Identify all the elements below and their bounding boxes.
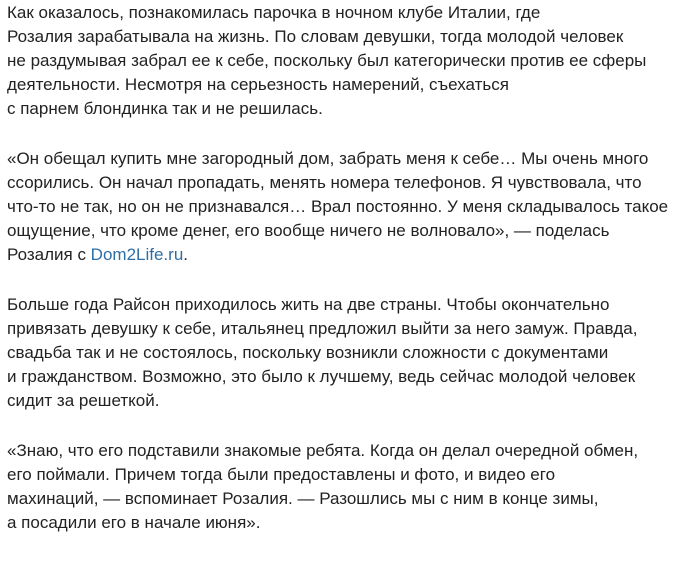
text-line: а посадили его в начале июня». bbox=[7, 513, 261, 532]
text-line: с парнем блондинка так и не решилась. bbox=[7, 99, 323, 118]
text-line: Как оказалось, познакомилась парочка в ночном клубе Италии, где bbox=[7, 3, 541, 22]
text-line: свадьба так и не состоялось, поскольку возникли сложности с документами bbox=[7, 343, 609, 362]
text-line: махинаций, — вспоминает Розалия. — Разошлись мы с ним в конце зимы, bbox=[7, 489, 599, 508]
text-line: «Знаю, что его подставили знакомые ребята. Когда он делал очередной обмен, bbox=[7, 441, 639, 460]
text-line: его поймали. Причем тогда были предоставлены и фото, и видео его bbox=[7, 465, 556, 484]
text-line: Больше года Райсон приходилось жить на две страны. Чтобы окончательно bbox=[7, 295, 610, 314]
text-line: деятельности. Несмотря на серьезность намерений, съехаться bbox=[7, 75, 509, 94]
text-segment: . bbox=[183, 245, 189, 264]
text-segment: Розалия с bbox=[7, 245, 91, 264]
paragraph-meeting bbox=[7, 0, 697, 121]
paragraph-quote-promises bbox=[7, 147, 697, 267]
article-body bbox=[7, 0, 697, 561]
source-link[interactable]: Dom2Life.ru bbox=[90, 245, 184, 264]
paragraph-two-countries bbox=[7, 293, 697, 413]
paragraph-quote-arrest bbox=[7, 439, 697, 535]
text-line: ощущение, что кроме денег, его вообще ничего не волновало», — поделась bbox=[7, 221, 610, 240]
text-line: привязать девушку к себе, итальянец предложил выйти за него замуж. Правда, bbox=[7, 319, 638, 338]
text-line-with-link bbox=[7, 243, 697, 267]
text-line: сидит за решеткой. bbox=[7, 391, 160, 410]
text-line: и гражданством. Возможно, это было к лучшему, ведь сейчас молодой человек bbox=[7, 367, 636, 386]
text-line: «Он обещал купить мне загородный дом, забрать меня к себе… Мы очень много bbox=[7, 149, 649, 168]
text-line: что-то не так, но он не признавался… Врал постоянно. У меня складывалось такое bbox=[7, 197, 669, 216]
text-line: ссорились. Он начал пропадать, менять номера телефонов. Я чувствовала, что bbox=[7, 173, 642, 192]
text-line: Розалия зарабатывала на жизнь. По словам девушки, тогда молодой человек bbox=[7, 27, 624, 46]
text-line: не раздумывая забрал ее к себе, поскольку был категорически против ее сферы bbox=[7, 51, 647, 70]
